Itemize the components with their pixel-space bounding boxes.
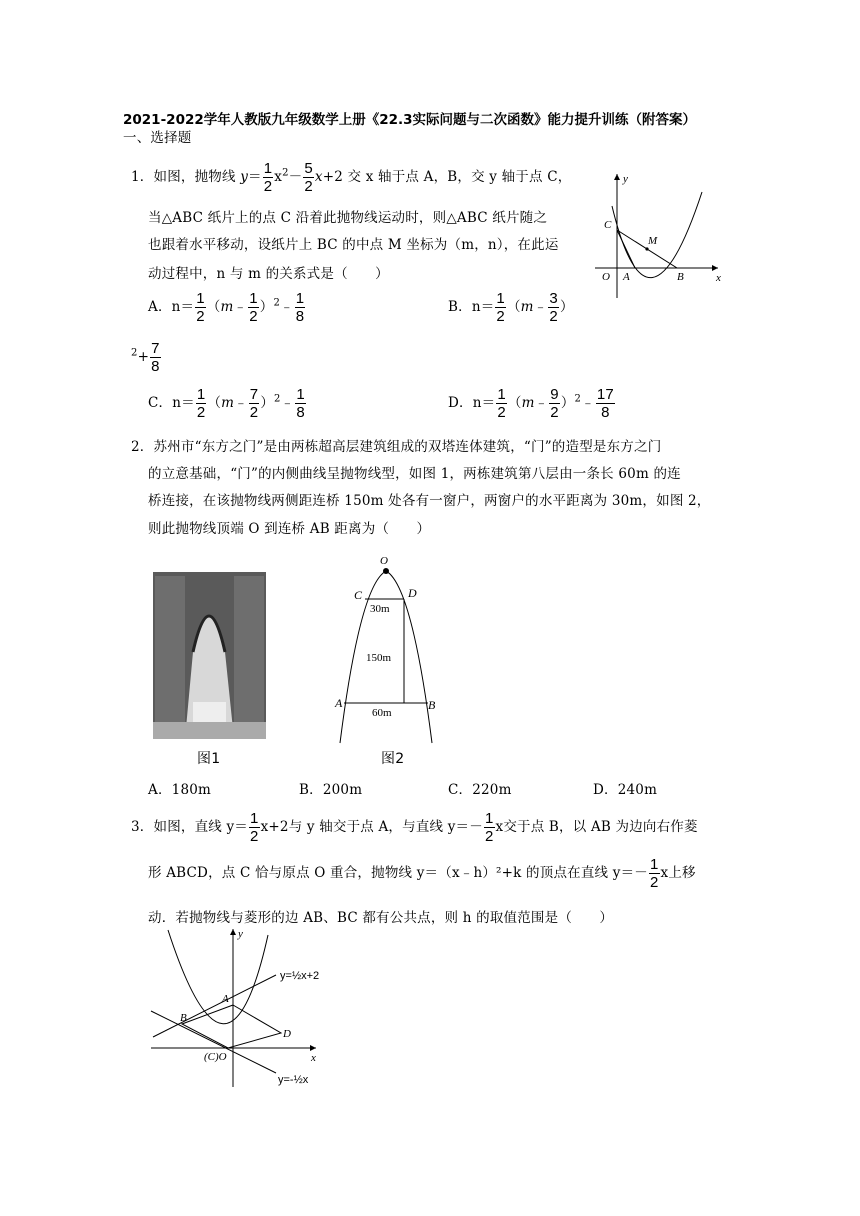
q3-fig-y-label: y [238, 928, 243, 940]
q2-fig-c-label: C [354, 588, 363, 602]
q2-gate-diagram [330, 555, 450, 745]
q3-fig-d-label: D [283, 1028, 291, 1040]
q2-fig-150m: 150m [366, 652, 392, 664]
q2-line4: 则此抛物线顶端 O 到连桥 AB 距离为（ ） [148, 521, 431, 537]
q3-fig-line2-label: y=-½x [278, 1074, 309, 1086]
q1-option-c[interactable]: C．n＝ $\frac{1}{2}$ （m﹣ $\frac{7}{2}$ ）$^2$﹣ $\frac{1}{8}$ [148, 386, 305, 421]
q1-option-b-cont: $^2$+ $\frac{7}{8}$ [131, 340, 160, 375]
dongfang-gate-photo [153, 572, 266, 739]
q1-fig-o-label: O [602, 271, 610, 283]
q3-fig-a-label: A [222, 993, 229, 1005]
q3-line3: 动．若抛物线与菱形的边 AB、BC 都有公共点，则 h 的取值范围是（ ） [148, 910, 614, 926]
q3-line2: 形 ABCD，点 C 恰与原点 O 重合，抛物线 y＝（x﹣h）²+k 的顶点在直线 y＝－ $\frac{1}{2}$ x上移 [148, 856, 696, 891]
fig2-caption: 图2 [381, 751, 405, 767]
q1-fig-c-label: C [604, 219, 612, 231]
q1-option-a[interactable]: A．n＝ $\frac{1}{2}$ （m﹣ $\frac{1}{2}$ ）$^2$﹣ $\frac{1}{8}$ [148, 290, 305, 325]
q1-parabola-figure [590, 166, 730, 302]
q2-option-c[interactable]: C．220m [448, 782, 512, 798]
q2-option-a[interactable]: A．180m [148, 782, 212, 798]
q1-fig-a-label: A [623, 271, 630, 283]
q2-line3: 桥连接，在该抛物线两侧距连桥 150m 处各有一窗户，两窗户的水平距离为 30m，如图 2， [148, 493, 711, 509]
q1-fig-b-label: B [677, 271, 684, 283]
q3-rhombus-figure [148, 925, 348, 1095]
fig1-caption: 图1 [197, 751, 221, 767]
q2-fig-b-label: B [428, 698, 436, 712]
q1-fig-x-label: x [716, 272, 721, 284]
q1-line1: 1．如图，抛物线 y＝ $\frac{1}{2}$ $x^2-$ $\frac{5}{2}$ x+2 交 x 轴于点 A，B，交 y 轴于点 C， [131, 160, 572, 195]
q1-line3: 也跟着水平移动，设纸片上 BC 的中点 M 坐标为（m，n），在此运 [148, 237, 559, 253]
q3-line1: 3．如图，直线 y＝ $\frac{1}{2}$ x+2与 y 轴交于点 A，与直线 y＝－ $\frac{1}{2}$ x交于点 B，以 AB 为边向右作菱 [131, 810, 698, 845]
q1-line2: 当△ABC 纸片上的点 C 沿着此抛物线运动时，则△ABC 纸片随之 [148, 210, 548, 226]
q2-fig-60m: 60m [372, 707, 392, 719]
q1-fig-y-label: y [623, 173, 628, 185]
q2-fig-a-label: A [335, 696, 343, 710]
q1-option-d[interactable]: D．n＝ $\frac{1}{2}$ （m﹣ $\frac{9}{2}$ ）$^2$﹣ $\frac{17}{8}$ [448, 386, 614, 421]
q3-fig-co-label: (C)O [204, 1051, 227, 1063]
q3-fig-line1-label: y=½x+2 [280, 970, 320, 982]
q2-fig-d-label: D [408, 586, 417, 600]
q1-fig-m-label: M [648, 235, 658, 247]
q3-fig-b-label: B [180, 1012, 187, 1024]
q1-line4: 动过程中，n 与 m 的关系式是（ ） [148, 266, 389, 282]
section-heading: 一、选择题 [123, 130, 192, 146]
q3-fig-x-label: x [311, 1052, 316, 1064]
q1-option-b[interactable]: B．n＝ $\frac{1}{2}$ （m﹣ $\frac{3}{2}$ ） [448, 290, 574, 325]
page-title: 2021-2022学年人教版九年级数学上册《22.3实际问题与二次函数》能力提升训练（附答案） [123, 112, 697, 128]
q2-option-d[interactable]: D．240m [593, 782, 658, 798]
q2-line2: 的立意基础，“门”的内侧曲线呈抛物线型，如图 1，两栋建筑第八层由一条长 60m 的连 [148, 466, 681, 482]
q2-fig-30m: 30m [370, 603, 390, 615]
q2-line1: 2．苏州市“东方之门”是由两栋超高层建筑组成的双塔连体建筑，“门”的造型是东方之门 [131, 439, 662, 455]
q2-option-b[interactable]: B．200m [299, 782, 363, 798]
q2-fig-o-label: O [380, 555, 388, 567]
